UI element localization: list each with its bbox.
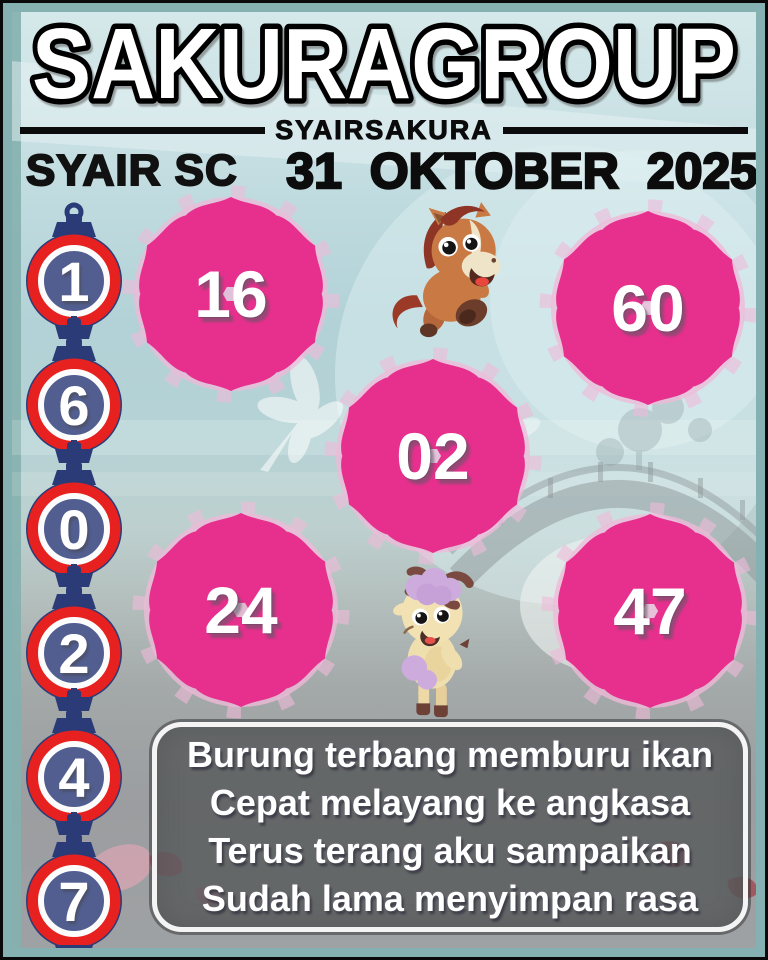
- page-title: [12, 6, 756, 120]
- lantern-number: 1: [58, 250, 90, 313]
- lantern-number: 0: [58, 498, 90, 561]
- lantern-chain: [18, 198, 130, 954]
- title-text: SAKURAGROUP: [32, 8, 736, 120]
- poem-line: Terus terang aku sampaikan: [208, 830, 692, 871]
- divider-line-right: [503, 127, 748, 134]
- flower-number: 24: [204, 573, 278, 647]
- date-label: 31 OKTOBER 2025: [286, 143, 758, 199]
- flower-number: 02: [396, 419, 470, 493]
- flower-card: [126, 495, 356, 725]
- poem-line: Sudah lama menyimpan rasa: [201, 878, 699, 919]
- lantern-number: 7: [58, 870, 90, 933]
- flower-card: [535, 496, 765, 726]
- flower-number: 16: [194, 257, 268, 331]
- lantern-number: 6: [58, 374, 90, 437]
- series-label: SYAIR SC: [26, 146, 238, 195]
- subheader: [26, 140, 758, 202]
- lantern-number: 2: [58, 622, 90, 685]
- lantern: [26, 812, 122, 954]
- flower-card: [533, 193, 763, 423]
- lantern-number: 4: [58, 746, 90, 809]
- poem-box: [152, 722, 748, 932]
- horse-mascot-icon: [384, 198, 520, 348]
- tagline-text: SYAIRSAKURA: [275, 114, 493, 145]
- poem-line: Cepat melayang ke angkasa: [209, 782, 691, 823]
- flower-number: 47: [613, 574, 687, 648]
- divider-line-left: [20, 127, 265, 134]
- poem-line: Burung terbang memburu ikan: [186, 734, 714, 775]
- flower-number: 60: [611, 271, 685, 345]
- goat-mascot-icon: [372, 562, 502, 724]
- flower-card: [116, 179, 346, 409]
